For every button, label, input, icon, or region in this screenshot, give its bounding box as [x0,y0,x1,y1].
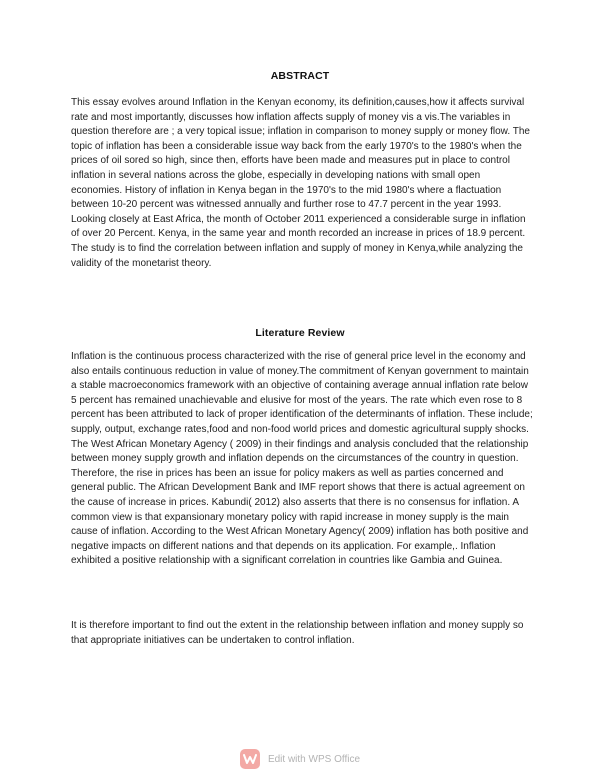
abstract-paragraph: This essay evolves around Inflation in the Kenyan economy, its definition,causes,how it affects survival rate and most importantly, discusses how inflation affects supply of money vis a vis.The variables in question therefore are ; a very topical issue; inflation in comparison to money supply or money flow. The topic of inflation has been a considerable issue way back from the early 1970's to the 1980's when the prices of oil sored so high, since then, efforts have been made and measures put in place to control inflation in several nations across the globe, especially in developing nations with small open economies. History of inflation in Kenya began in the 1970's to the mid 1980's where a flactuation between 10-20 percent was witnessed annually and further rose to 47.7 percent in the year 1993. Looking closely at East Africa, the month of October 2011 experienced a considerable surge in inflation of over 20 Percent. Kenya, in the same year and month recorded an increase in prices of 18.9 percent. The study is to find the correlation between inflation and supply of money in Kenya,while analyzing the validity of the monetarist theory. [71,97,530,269]
literature-review-paragraph-2: It is therefore important to find out the extent in the relationship between inflation and money supply so that appropriate initiatives can be undertaken to control inflation. [71,620,524,646]
literature-review-heading: Literature Review [255,327,345,339]
literature-review-paragraph-1: Inflation is the continuous process characterized with the rise of general price level in the economy and also entails continuous reduction in value of money.The commitment of Kenyan government to maintain a stable macroeconomics framework with an objective of containing average annual inflation rate below 5 percent has remained unachievable and elusive for most of the years. The rate which even rose to 8 percent has been attributed to lack of proper identification of the determinants of inflation. These include; supply, output, exchange rates,food and non-food world prices and domestic agricultural supply shocks. The West African Monetary Agency ( 2009) in their findings and analysis concluded that the relationship between money supply growth and inflation depends on the circumstances of the country in question. Therefore, the rise in prices has been an issue for policy makers as well as parties concerned and general public. The African Development Bank and IMF report shows that there is actual agreement on the cause of increase in prices. Kabundi( 2012) also asserts that there is no consensus for inflation. A common view is that expansionary monetary policy with rapid increase in money supply is the main cause of inflation. According to the West African Monetary Agency( 2009) inflation has both positive and negative impacts on different nations and that depends on its application. For example,. Inflation exhibited a positive relationship with a significant correlation in countries like Gambia and Guinea. [71,351,533,567]
abstract-heading: ABSTRACT [270,70,330,82]
wps-edit-label: Edit with WPS Office [267,753,361,765]
wps-logo-icon [240,749,260,769]
wps-edit-link[interactable] [0,748,600,770]
